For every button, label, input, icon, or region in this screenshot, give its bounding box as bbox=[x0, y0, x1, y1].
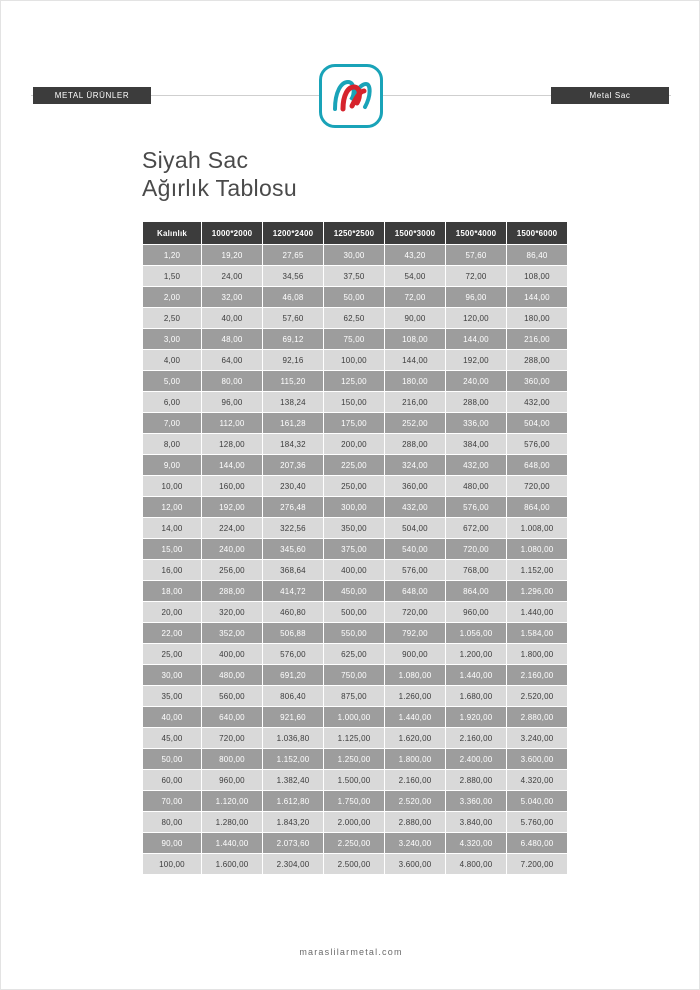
table-cell-weight: 350,00 bbox=[324, 518, 384, 538]
table-cell-weight: 504,00 bbox=[507, 413, 567, 433]
page-header bbox=[1, 31, 700, 101]
table-cell-weight: 1.800,00 bbox=[385, 749, 445, 769]
table-cell-weight: 800,00 bbox=[202, 749, 262, 769]
table-body bbox=[143, 245, 567, 874]
table-row bbox=[143, 371, 567, 391]
table-cell-weight: 450,00 bbox=[324, 581, 384, 601]
table-cell-thickness: 25,00 bbox=[143, 644, 201, 664]
table-cell-weight: 576,00 bbox=[263, 644, 323, 664]
table-cell-weight: 34,56 bbox=[263, 266, 323, 286]
table-cell-weight: 1.440,00 bbox=[446, 665, 506, 685]
table-cell-weight: 69,12 bbox=[263, 329, 323, 349]
table-row bbox=[143, 539, 567, 559]
table-cell-thickness: 100,00 bbox=[143, 854, 201, 874]
table-cell-weight: 40,00 bbox=[202, 308, 262, 328]
footer-website: maraslilarmetal.com bbox=[299, 947, 403, 957]
brand-logo-icon bbox=[319, 64, 383, 128]
table-cell-weight: 50,00 bbox=[324, 287, 384, 307]
table-cell-weight: 648,00 bbox=[385, 581, 445, 601]
table-cell-weight: 5.040,00 bbox=[507, 791, 567, 811]
table-cell-weight: 2.073,60 bbox=[263, 833, 323, 853]
table-cell-weight: 57,60 bbox=[263, 308, 323, 328]
table-cell-weight: 256,00 bbox=[202, 560, 262, 580]
table-cell-thickness: 1,50 bbox=[143, 266, 201, 286]
table-row bbox=[143, 770, 567, 790]
table-cell-thickness: 80,00 bbox=[143, 812, 201, 832]
table-cell-thickness: 50,00 bbox=[143, 749, 201, 769]
table-row bbox=[143, 308, 567, 328]
table-cell-weight: 625,00 bbox=[324, 644, 384, 664]
table-cell-weight: 691,20 bbox=[263, 665, 323, 685]
table-cell-weight: 1.620,00 bbox=[385, 728, 445, 748]
table-cell-weight: 1.000,00 bbox=[324, 707, 384, 727]
table-cell-weight: 92,16 bbox=[263, 350, 323, 370]
table-row bbox=[143, 728, 567, 748]
table-header-row bbox=[143, 222, 567, 244]
table-cell-weight: 4.800,00 bbox=[446, 854, 506, 874]
table-cell-weight: 138,24 bbox=[263, 392, 323, 412]
table-cell-weight: 3.600,00 bbox=[385, 854, 445, 874]
table-column-header: 1500*3000 bbox=[385, 222, 445, 244]
table-cell-weight: 6.480,00 bbox=[507, 833, 567, 853]
table-cell-weight: 414,72 bbox=[263, 581, 323, 601]
table-cell-weight: 960,00 bbox=[446, 602, 506, 622]
table-row bbox=[143, 476, 567, 496]
table-cell-weight: 504,00 bbox=[385, 518, 445, 538]
table-cell-thickness: 10,00 bbox=[143, 476, 201, 496]
header-tag-left: METAL ÜRÜNLER bbox=[33, 87, 151, 104]
table-cell-weight: 240,00 bbox=[202, 539, 262, 559]
table-cell-thickness: 9,00 bbox=[143, 455, 201, 475]
table-cell-weight: 2.400,00 bbox=[446, 749, 506, 769]
table-cell-weight: 1.152,00 bbox=[507, 560, 567, 580]
table-cell-weight: 24,00 bbox=[202, 266, 262, 286]
weight-table bbox=[142, 221, 568, 875]
table-cell-weight: 1.800,00 bbox=[507, 644, 567, 664]
table-cell-weight: 720,00 bbox=[202, 728, 262, 748]
table-cell-weight: 108,00 bbox=[507, 266, 567, 286]
table-cell-weight: 506,88 bbox=[263, 623, 323, 643]
table-cell-thickness: 2,00 bbox=[143, 287, 201, 307]
table-cell-weight: 175,00 bbox=[324, 413, 384, 433]
table-cell-weight: 1.440,00 bbox=[202, 833, 262, 853]
table-cell-weight: 252,00 bbox=[385, 413, 445, 433]
table-cell-weight: 3.240,00 bbox=[385, 833, 445, 853]
table-cell-weight: 2.160,00 bbox=[507, 665, 567, 685]
table-row bbox=[143, 665, 567, 685]
table-cell-weight: 1.600,00 bbox=[202, 854, 262, 874]
table-cell-weight: 108,00 bbox=[385, 329, 445, 349]
table-cell-weight: 2.520,00 bbox=[385, 791, 445, 811]
table-cell-weight: 1.200,00 bbox=[446, 644, 506, 664]
table-cell-weight: 62,50 bbox=[324, 308, 384, 328]
table-cell-weight: 150,00 bbox=[324, 392, 384, 412]
table-column-header: 1500*4000 bbox=[446, 222, 506, 244]
table-cell-weight: 120,00 bbox=[446, 308, 506, 328]
table-cell-weight: 1.920,00 bbox=[446, 707, 506, 727]
table-cell-weight: 720,00 bbox=[385, 602, 445, 622]
table-cell-weight: 1.080,00 bbox=[507, 539, 567, 559]
table-cell-weight: 432,00 bbox=[446, 455, 506, 475]
table-cell-weight: 4.320,00 bbox=[507, 770, 567, 790]
page-title bbox=[142, 146, 297, 202]
table-cell-thickness: 7,00 bbox=[143, 413, 201, 433]
table-cell-weight: 125,00 bbox=[324, 371, 384, 391]
table-cell-weight: 352,00 bbox=[202, 623, 262, 643]
table-cell-weight: 900,00 bbox=[385, 644, 445, 664]
table-cell-weight: 1.440,00 bbox=[385, 707, 445, 727]
table-cell-weight: 400,00 bbox=[202, 644, 262, 664]
table-cell-weight: 550,00 bbox=[324, 623, 384, 643]
table-cell-thickness: 20,00 bbox=[143, 602, 201, 622]
table-cell-weight: 144,00 bbox=[202, 455, 262, 475]
table-cell-weight: 112,00 bbox=[202, 413, 262, 433]
table-cell-weight: 72,00 bbox=[446, 266, 506, 286]
page-title-line2: Ağırlık Tablosu bbox=[142, 175, 297, 201]
table-cell-weight: 161,28 bbox=[263, 413, 323, 433]
table-cell-weight: 768,00 bbox=[446, 560, 506, 580]
table-cell-weight: 32,00 bbox=[202, 287, 262, 307]
weight-table-container bbox=[142, 221, 560, 875]
table-cell-weight: 1.260,00 bbox=[385, 686, 445, 706]
table-cell-weight: 288,00 bbox=[385, 434, 445, 454]
table-cell-weight: 160,00 bbox=[202, 476, 262, 496]
table-cell-thickness: 70,00 bbox=[143, 791, 201, 811]
table-cell-weight: 320,00 bbox=[202, 602, 262, 622]
table-row bbox=[143, 350, 567, 370]
table-cell-thickness: 40,00 bbox=[143, 707, 201, 727]
table-row bbox=[143, 749, 567, 769]
table-cell-weight: 576,00 bbox=[507, 434, 567, 454]
table-cell-weight: 57,60 bbox=[446, 245, 506, 265]
table-cell-weight: 27,65 bbox=[263, 245, 323, 265]
table-cell-weight: 240,00 bbox=[446, 371, 506, 391]
table-cell-weight: 750,00 bbox=[324, 665, 384, 685]
table-cell-weight: 250,00 bbox=[324, 476, 384, 496]
table-cell-weight: 1.382,40 bbox=[263, 770, 323, 790]
table-cell-weight: 216,00 bbox=[385, 392, 445, 412]
table-cell-weight: 432,00 bbox=[507, 392, 567, 412]
table-cell-weight: 368,64 bbox=[263, 560, 323, 580]
table-cell-weight: 64,00 bbox=[202, 350, 262, 370]
table-cell-thickness: 3,00 bbox=[143, 329, 201, 349]
table-cell-weight: 2.000,00 bbox=[324, 812, 384, 832]
table-cell-weight: 1.296,00 bbox=[507, 581, 567, 601]
table-cell-weight: 276,48 bbox=[263, 497, 323, 517]
table-cell-weight: 144,00 bbox=[507, 287, 567, 307]
table-row bbox=[143, 455, 567, 475]
table-cell-weight: 184,32 bbox=[263, 434, 323, 454]
table-cell-weight: 75,00 bbox=[324, 329, 384, 349]
table-cell-weight: 1.008,00 bbox=[507, 518, 567, 538]
table-cell-weight: 7.200,00 bbox=[507, 854, 567, 874]
table-row bbox=[143, 854, 567, 874]
table-cell-weight: 90,00 bbox=[385, 308, 445, 328]
table-column-header: 1500*6000 bbox=[507, 222, 567, 244]
table-row bbox=[143, 434, 567, 454]
table-cell-weight: 288,00 bbox=[507, 350, 567, 370]
table-row bbox=[143, 833, 567, 853]
table-cell-weight: 460,80 bbox=[263, 602, 323, 622]
table-cell-weight: 921,60 bbox=[263, 707, 323, 727]
table-cell-weight: 144,00 bbox=[385, 350, 445, 370]
table-cell-weight: 46,08 bbox=[263, 287, 323, 307]
table-cell-weight: 300,00 bbox=[324, 497, 384, 517]
table-cell-weight: 115,20 bbox=[263, 371, 323, 391]
table-cell-weight: 100,00 bbox=[324, 350, 384, 370]
table-cell-weight: 72,00 bbox=[385, 287, 445, 307]
table-cell-weight: 19,20 bbox=[202, 245, 262, 265]
table-row bbox=[143, 518, 567, 538]
table-cell-weight: 3.600,00 bbox=[507, 749, 567, 769]
table-cell-weight: 960,00 bbox=[202, 770, 262, 790]
table-cell-weight: 1.036,80 bbox=[263, 728, 323, 748]
table-cell-thickness: 35,00 bbox=[143, 686, 201, 706]
table-cell-weight: 192,00 bbox=[202, 497, 262, 517]
table-cell-weight: 1.120,00 bbox=[202, 791, 262, 811]
table-cell-weight: 2.250,00 bbox=[324, 833, 384, 853]
table-cell-weight: 1.056,00 bbox=[446, 623, 506, 643]
table-cell-weight: 1.250,00 bbox=[324, 749, 384, 769]
table-row bbox=[143, 413, 567, 433]
table-cell-weight: 375,00 bbox=[324, 539, 384, 559]
table-cell-thickness: 8,00 bbox=[143, 434, 201, 454]
table-cell-weight: 2.880,00 bbox=[385, 812, 445, 832]
table-cell-weight: 1.080,00 bbox=[385, 665, 445, 685]
table-cell-weight: 1.152,00 bbox=[263, 749, 323, 769]
table-cell-weight: 324,00 bbox=[385, 455, 445, 475]
table-row bbox=[143, 392, 567, 412]
table-row bbox=[143, 602, 567, 622]
table-cell-thickness: 5,00 bbox=[143, 371, 201, 391]
table-row bbox=[143, 245, 567, 265]
table-cell-weight: 1.612,80 bbox=[263, 791, 323, 811]
table-cell-weight: 720,00 bbox=[507, 476, 567, 496]
table-cell-weight: 86,40 bbox=[507, 245, 567, 265]
table-cell-weight: 2.520,00 bbox=[507, 686, 567, 706]
table-cell-weight: 3.240,00 bbox=[507, 728, 567, 748]
table-cell-thickness: 1,20 bbox=[143, 245, 201, 265]
table-cell-thickness: 15,00 bbox=[143, 539, 201, 559]
table-cell-weight: 480,00 bbox=[202, 665, 262, 685]
table-cell-weight: 875,00 bbox=[324, 686, 384, 706]
table-cell-thickness: 90,00 bbox=[143, 833, 201, 853]
table-cell-weight: 864,00 bbox=[446, 581, 506, 601]
table-cell-weight: 37,50 bbox=[324, 266, 384, 286]
table-cell-weight: 576,00 bbox=[446, 497, 506, 517]
table-row bbox=[143, 812, 567, 832]
table-cell-weight: 224,00 bbox=[202, 518, 262, 538]
table-cell-weight: 144,00 bbox=[446, 329, 506, 349]
header-tag-right: Metal Sac bbox=[551, 87, 669, 104]
table-cell-weight: 128,00 bbox=[202, 434, 262, 454]
table-cell-weight: 560,00 bbox=[202, 686, 262, 706]
table-cell-weight: 1.584,00 bbox=[507, 623, 567, 643]
table-cell-weight: 180,00 bbox=[385, 371, 445, 391]
table-cell-weight: 384,00 bbox=[446, 434, 506, 454]
table-cell-weight: 30,00 bbox=[324, 245, 384, 265]
table-cell-weight: 360,00 bbox=[507, 371, 567, 391]
table-cell-weight: 180,00 bbox=[507, 308, 567, 328]
table-cell-weight: 54,00 bbox=[385, 266, 445, 286]
table-cell-weight: 5.760,00 bbox=[507, 812, 567, 832]
table-row bbox=[143, 266, 567, 286]
table-cell-weight: 216,00 bbox=[507, 329, 567, 349]
table-row bbox=[143, 497, 567, 517]
table-cell-weight: 640,00 bbox=[202, 707, 262, 727]
table-cell-weight: 80,00 bbox=[202, 371, 262, 391]
table-column-header: 1250*2500 bbox=[324, 222, 384, 244]
table-cell-weight: 648,00 bbox=[507, 455, 567, 475]
table-cell-weight: 1.680,00 bbox=[446, 686, 506, 706]
table-cell-weight: 288,00 bbox=[446, 392, 506, 412]
table-cell-weight: 672,00 bbox=[446, 518, 506, 538]
table-cell-weight: 500,00 bbox=[324, 602, 384, 622]
table-cell-weight: 2.880,00 bbox=[507, 707, 567, 727]
table-row bbox=[143, 623, 567, 643]
table-cell-weight: 480,00 bbox=[446, 476, 506, 496]
table-column-header: Kalınlık bbox=[143, 222, 201, 244]
table-cell-weight: 43,20 bbox=[385, 245, 445, 265]
table-column-header: 1200*2400 bbox=[263, 222, 323, 244]
table-cell-weight: 345,60 bbox=[263, 539, 323, 559]
table-cell-weight: 2.304,00 bbox=[263, 854, 323, 874]
table-row bbox=[143, 581, 567, 601]
table-cell-weight: 3.840,00 bbox=[446, 812, 506, 832]
table-cell-weight: 2.160,00 bbox=[446, 728, 506, 748]
table-cell-weight: 1.125,00 bbox=[324, 728, 384, 748]
table-cell-thickness: 18,00 bbox=[143, 581, 201, 601]
table-cell-weight: 96,00 bbox=[446, 287, 506, 307]
table-cell-weight: 1.500,00 bbox=[324, 770, 384, 790]
table-cell-weight: 806,40 bbox=[263, 686, 323, 706]
table-cell-weight: 2.880,00 bbox=[446, 770, 506, 790]
table-cell-weight: 322,56 bbox=[263, 518, 323, 538]
table-cell-weight: 4.320,00 bbox=[446, 833, 506, 853]
table-cell-thickness: 2,50 bbox=[143, 308, 201, 328]
table-row bbox=[143, 287, 567, 307]
table-cell-weight: 192,00 bbox=[446, 350, 506, 370]
table-cell-weight: 96,00 bbox=[202, 392, 262, 412]
table-cell-weight: 432,00 bbox=[385, 497, 445, 517]
table-cell-weight: 540,00 bbox=[385, 539, 445, 559]
table-cell-weight: 336,00 bbox=[446, 413, 506, 433]
table-row bbox=[143, 686, 567, 706]
table-cell-thickness: 45,00 bbox=[143, 728, 201, 748]
table-cell-thickness: 12,00 bbox=[143, 497, 201, 517]
table-cell-weight: 2.160,00 bbox=[385, 770, 445, 790]
table-cell-weight: 2.500,00 bbox=[324, 854, 384, 874]
page-title-line1: Siyah Sac bbox=[142, 147, 249, 173]
table-row bbox=[143, 644, 567, 664]
table-row bbox=[143, 329, 567, 349]
table-cell-weight: 225,00 bbox=[324, 455, 384, 475]
table-row bbox=[143, 560, 567, 580]
table-cell-weight: 230,40 bbox=[263, 476, 323, 496]
table-cell-thickness: 22,00 bbox=[143, 623, 201, 643]
table-cell-weight: 48,00 bbox=[202, 329, 262, 349]
table-cell-weight: 864,00 bbox=[507, 497, 567, 517]
table-cell-weight: 360,00 bbox=[385, 476, 445, 496]
table-cell-thickness: 6,00 bbox=[143, 392, 201, 412]
table-cell-thickness: 30,00 bbox=[143, 665, 201, 685]
table-row bbox=[143, 707, 567, 727]
table-cell-weight: 720,00 bbox=[446, 539, 506, 559]
table-cell-thickness: 60,00 bbox=[143, 770, 201, 790]
table-cell-thickness: 14,00 bbox=[143, 518, 201, 538]
table-cell-weight: 576,00 bbox=[385, 560, 445, 580]
table-cell-weight: 1.750,00 bbox=[324, 791, 384, 811]
table-header bbox=[143, 222, 567, 244]
table-column-header: 1000*2000 bbox=[202, 222, 262, 244]
table-cell-weight: 400,00 bbox=[324, 560, 384, 580]
table-cell-weight: 3.360,00 bbox=[446, 791, 506, 811]
table-cell-weight: 792,00 bbox=[385, 623, 445, 643]
table-cell-weight: 1.440,00 bbox=[507, 602, 567, 622]
table-cell-thickness: 4,00 bbox=[143, 350, 201, 370]
table-cell-weight: 288,00 bbox=[202, 581, 262, 601]
table-row bbox=[143, 791, 567, 811]
table-cell-thickness: 16,00 bbox=[143, 560, 201, 580]
table-cell-weight: 1.843,20 bbox=[263, 812, 323, 832]
table-cell-weight: 207,36 bbox=[263, 455, 323, 475]
table-cell-weight: 1.280,00 bbox=[202, 812, 262, 832]
table-cell-weight: 200,00 bbox=[324, 434, 384, 454]
